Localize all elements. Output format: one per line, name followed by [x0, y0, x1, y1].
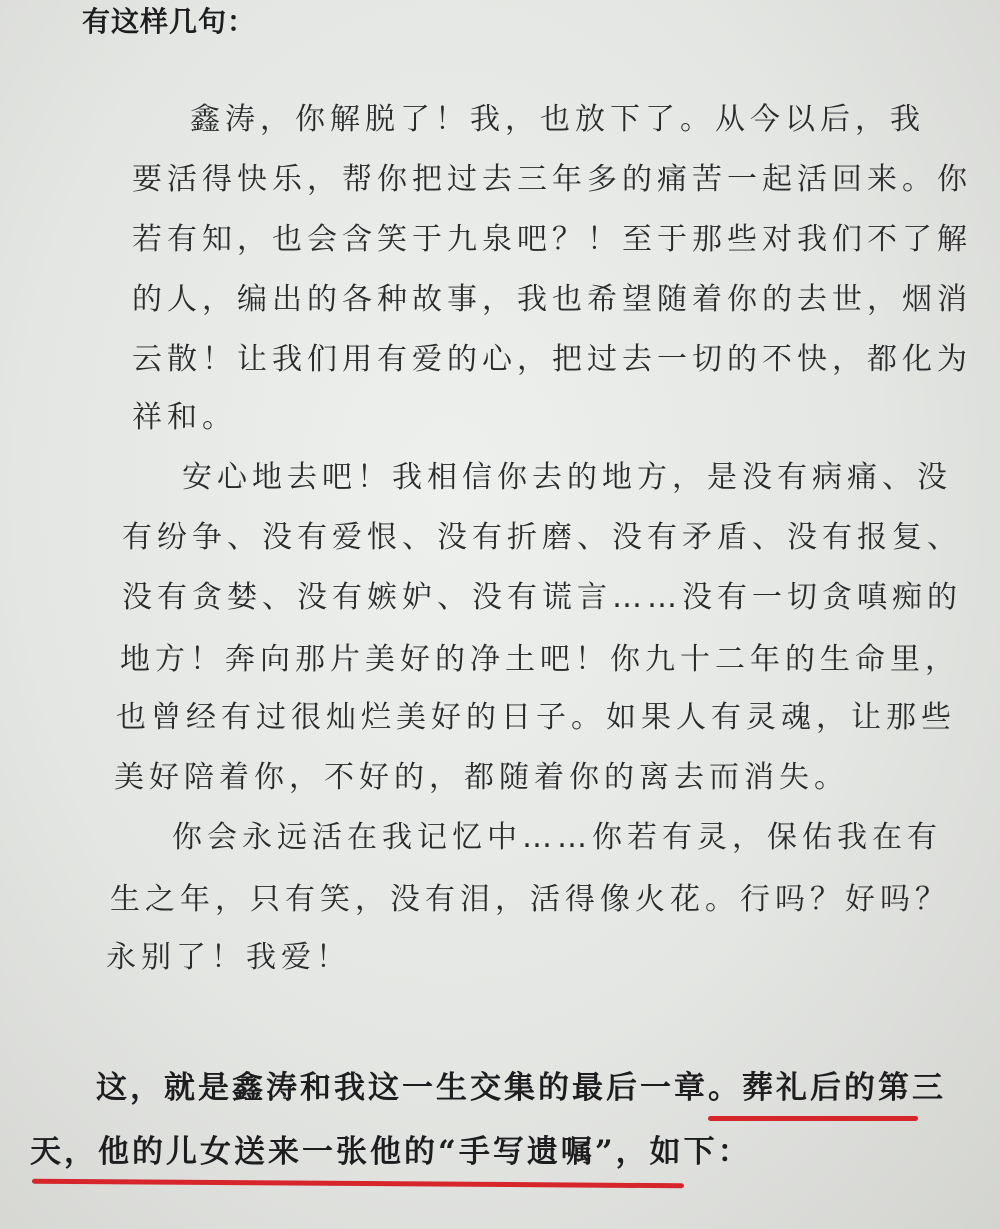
quote-line: 永别了！我爱！ — [106, 940, 351, 975]
quote-line: 若有知，也会含笑于九泉吧？！至于那些对我们不了解 — [132, 222, 972, 257]
quote-line: 你会永远活在我记忆中……你若有灵，保佑我在有 — [172, 820, 942, 855]
quote-line: 的人，编出的各种故事，我也希望随着你的去世，烟消 — [132, 282, 972, 317]
quote-line: 地方！奔向那片美好的净土吧！你九十二年的生命里， — [120, 642, 960, 677]
quote-line: 安心地去吧！我相信你去的地方，是没有病痛、没 — [182, 460, 952, 495]
red-underline — [32, 1179, 684, 1189]
quote-line: 要活得快乐，帮你把过去三年多的痛苦一起活回来。你 — [132, 162, 972, 197]
quote-line: 祥和。 — [132, 400, 237, 435]
quote-line: 鑫涛，你解脱了！我，也放下了。从今以后，我 — [190, 102, 925, 137]
intro-heading: 有这样几句： — [82, 5, 257, 38]
red-underline — [708, 1116, 918, 1121]
quote-line: 美好陪着你，不好的，都随着你的离去而消失。 — [114, 760, 849, 795]
closing-line-1: 这，就是鑫涛和我这一生交集的最后一章。葬礼后的第三 — [96, 1070, 946, 1106]
quote-line: 有纷争、没有爱恨、没有折磨、没有矛盾、没有报复、 — [122, 520, 962, 555]
quote-line: 也曾经有过很灿烂美好的日子。如果人有灵魂，让那些 — [116, 700, 956, 735]
closing-line-2: 天，他的儿女送来一张他的“手写遗嘱”，如下： — [30, 1134, 752, 1170]
quote-line: 云散！让我们用有爱的心，把过去一切的不快，都化为 — [132, 342, 972, 377]
quote-line: 生之年，只有笑，没有泪，活得像火花。行吗？好吗？ — [110, 882, 950, 917]
quote-line: 没有贪婪、没有嫉妒、没有谎言……没有一切贪嗔痴的 — [122, 580, 962, 615]
